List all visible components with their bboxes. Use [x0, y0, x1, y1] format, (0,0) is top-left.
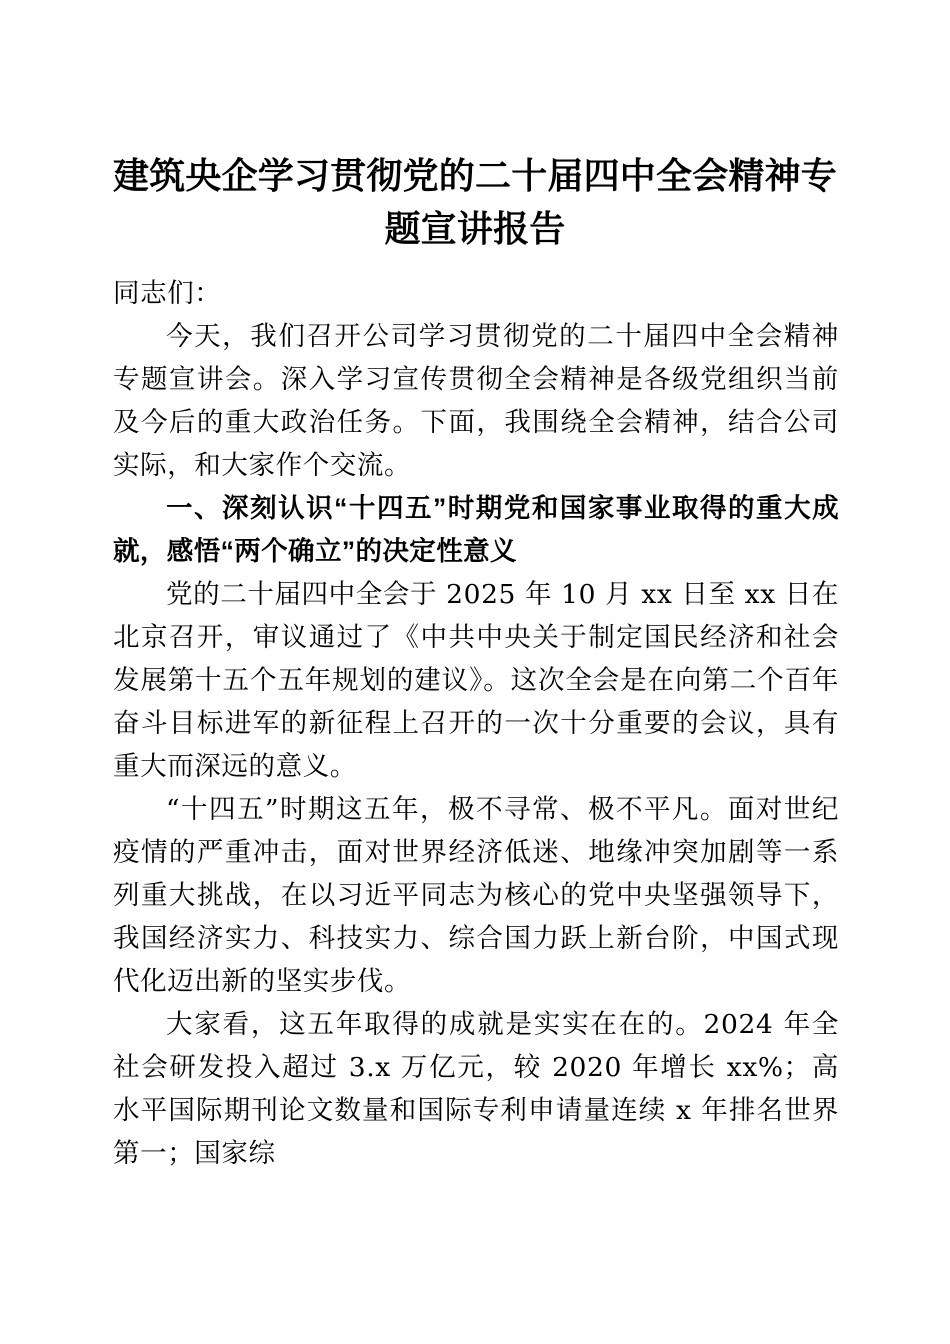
salutation-line: 同志们：: [113, 278, 222, 309]
paragraph-achievements: 大家看，这五年取得的成就是实实在在的。2024 年全社会研发投入超过 3.x 万亿元，较 2020 年增长 xx%；高水平国际期刊论文数量和国际专利申请量连续 x 年排名世界第一；国家综: [113, 1009, 839, 1169]
section-heading-one: 一、深刻认识“十四五”时期党和国家事业取得的重大成就，感悟“两个确立”的决定性意义: [113, 493, 839, 566]
page-title: 建筑央企学习贯彻党的二十届四中全会精神专题宣讲报告: [113, 156, 838, 250]
document-body: [113, 272, 839, 1175]
paragraph-plenum-overview: 党的二十届四中全会于 2025 年 10 月 xx 日至 xx 日在北京召开，审议通过了《中共中央关于制定国民经济和社会发展第十五个五年规划的建议》。这次全会是在向第二个百年奋斗目标进军的新征程上召开的一次十分重要的会议，具有重大而深远的意义。: [113, 579, 839, 782]
paragraph-fourteenth-five-year: “十四五”时期这五年，极不寻常、极不平凡。面对世纪疫情的严重冲击，面对世界经济低迷、地缘冲突加剧等一系列重大挑战，在以习近平同志为核心的党中央坚强领导下，我国经济实力、科技实力、综合国力跃上新台阶，中国式现代化迈出新的坚实步伐。: [113, 794, 839, 997]
paragraph-opening: 今天，我们召开公司学习贯彻党的二十届四中全会精神专题宣讲会。深入学习宣传贯彻全会精神是各级党组织当前及今后的重大政治任务。下面，我围绕全会精神，结合公司实际，和大家作个交流。: [113, 321, 839, 481]
